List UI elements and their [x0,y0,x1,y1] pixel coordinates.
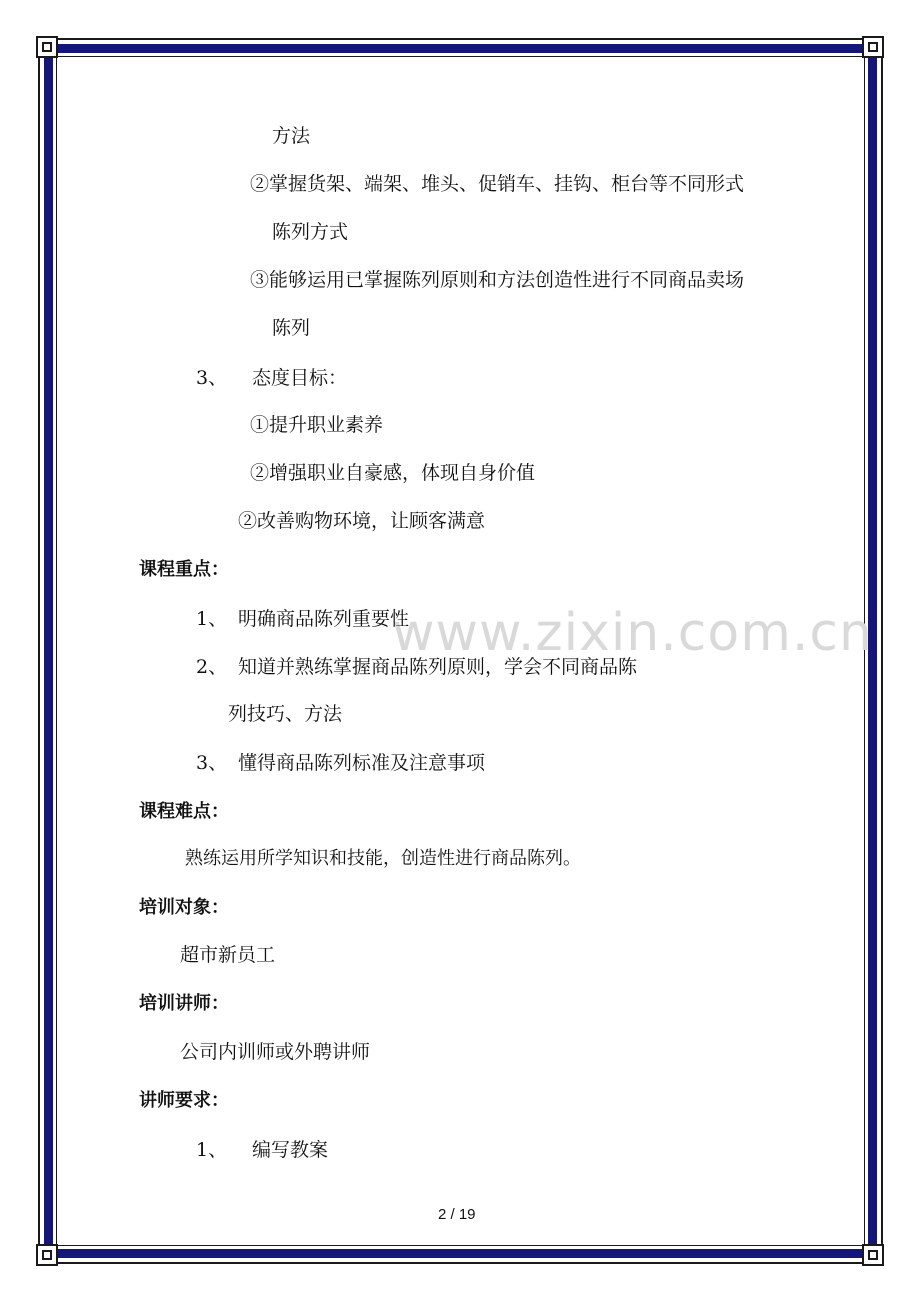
list-number: 2、 [196,656,228,678]
section-heading: 课程重点： [139,559,229,580]
list-item: 知道并熟练掌握商品陈列原则，学会不同商品陈 [238,656,638,678]
text-line: ②掌握货架、端架、堆头、促销车、挂钩、柜台等不同形式 [250,173,745,195]
list-number: 1、 [196,608,228,630]
list-number: 1、 [196,1139,228,1161]
list-item: 编写教案 [252,1139,329,1161]
frame-corner-ornament [36,36,58,58]
paragraph: 超市新员工 [180,944,276,966]
frame-corner-ornament [862,36,884,58]
section-heading: 培训对象： [139,897,229,918]
list-number: 3、 [196,367,228,389]
text-line: 方法 [272,125,311,147]
list-number: 3、 [196,752,228,774]
list-item: 明确商品陈列重要性 [238,608,410,630]
section-subtitle: 态度目标： [252,367,348,389]
list-item-continuation: 列技巧、方法 [228,703,343,725]
paragraph: 公司内训师或外聘讲师 [180,1041,371,1063]
frame-corner-ornament [36,1244,58,1266]
section-heading: 课程难点： [139,801,229,822]
section-heading: 讲师要求： [139,1090,229,1111]
text-line: 陈列 [272,317,311,339]
section-heading: 培训讲师： [139,993,229,1014]
list-item: 懂得商品陈列标准及注意事项 [238,752,486,774]
list-item: ②增强职业自豪感，体现自身价值 [250,462,536,484]
list-item: ①提升职业素养 [250,414,384,436]
text-line: 陈列方式 [272,221,349,243]
watermark: www.zixin.com.cn [392,603,873,663]
paragraph: 熟练运用所学知识和技能，创造性进行商品陈列。 [185,848,581,869]
text-line: ③能够运用已掌握陈列原则和方法创造性进行不同商品卖场 [250,269,745,291]
page-number: 2 / 19 [438,1206,476,1223]
list-item: ②改善购物环境，让顾客满意 [238,510,486,532]
frame-corner-ornament [862,1244,884,1266]
